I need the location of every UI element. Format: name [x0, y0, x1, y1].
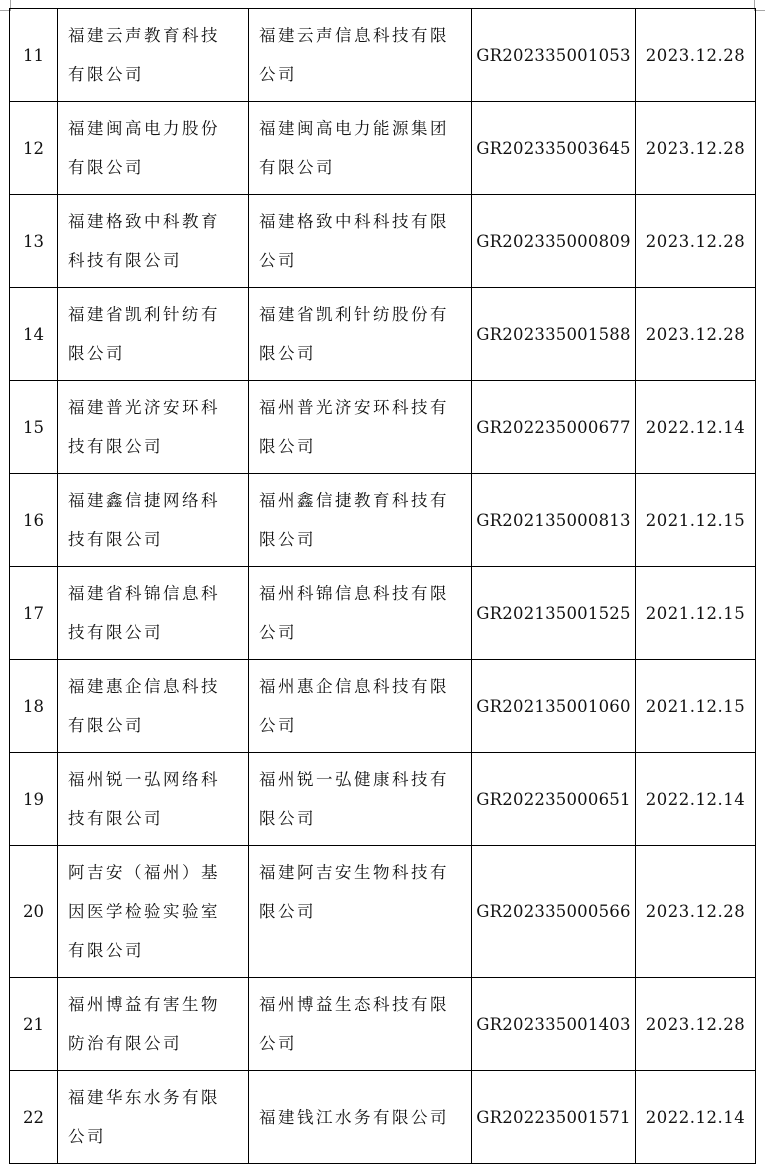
- applicant-name: 福建惠企信息科技有限公司: [58, 660, 249, 753]
- table-row: [10, 381, 756, 474]
- company-table: [9, 8, 756, 1164]
- table-row: [10, 660, 756, 753]
- holder-name: 福建省凯利针纺股份有限公司: [249, 288, 472, 381]
- row-number: 11: [10, 9, 58, 102]
- certificate-number: GR202335000809: [472, 195, 636, 288]
- issue-date: 2021.12.15: [636, 660, 756, 753]
- row-number: 21: [10, 978, 58, 1071]
- certificate-number: GR202335003645: [472, 102, 636, 195]
- table-row: [10, 846, 756, 978]
- applicant-name: 阿吉安（福州）基因医学检验实验室有限公司: [58, 846, 249, 978]
- issue-date: 2021.12.15: [636, 474, 756, 567]
- applicant-name: 福建格致中科教育科技有限公司: [58, 195, 249, 288]
- issue-date: 2023.12.28: [636, 9, 756, 102]
- certificate-number: GR202235000651: [472, 753, 636, 846]
- certificate-number: GR202335001403: [472, 978, 636, 1071]
- holder-name: 福州鑫信捷教育科技有限公司: [249, 474, 472, 567]
- holder-name: 福建云声信息科技有限公司: [249, 9, 472, 102]
- issue-date: 2023.12.28: [636, 288, 756, 381]
- row-number: 15: [10, 381, 58, 474]
- holder-name: 福州普光济安环科技有限公司: [249, 381, 472, 474]
- row-number: 12: [10, 102, 58, 195]
- table-body: [10, 9, 756, 1164]
- table-row: [10, 288, 756, 381]
- issue-date: 2021.12.15: [636, 567, 756, 660]
- holder-name: 福州科锦信息科技有限公司: [249, 567, 472, 660]
- issue-date: 2022.12.14: [636, 381, 756, 474]
- issue-date: 2022.12.14: [636, 753, 756, 846]
- holder-name: 福州惠企信息科技有限公司: [249, 660, 472, 753]
- table-row: [10, 1071, 756, 1164]
- holder-name: 福建阿吉安生物科技有限公司: [249, 846, 472, 978]
- applicant-name: 福建普光济安环科技有限公司: [58, 381, 249, 474]
- applicant-name: 福建省科锦信息科技有限公司: [58, 567, 249, 660]
- row-number: 14: [10, 288, 58, 381]
- certificate-number: GR202335000566: [472, 846, 636, 978]
- table-row: [10, 195, 756, 288]
- row-number: 16: [10, 474, 58, 567]
- table-row: [10, 753, 756, 846]
- row-number: 13: [10, 195, 58, 288]
- certificate-number: GR202135001525: [472, 567, 636, 660]
- applicant-name: 福州博益有害生物防治有限公司: [58, 978, 249, 1071]
- holder-name: 福建格致中科科技有限公司: [249, 195, 472, 288]
- applicant-name: 福建省凯利针纺有限公司: [58, 288, 249, 381]
- certificate-number: GR202235000677: [472, 381, 636, 474]
- applicant-name: 福建华东水务有限公司: [58, 1071, 249, 1164]
- certificate-number: GR202335001053: [472, 9, 636, 102]
- issue-date: 2023.12.28: [636, 195, 756, 288]
- table-row: [10, 978, 756, 1071]
- issue-date: 2023.12.28: [636, 846, 756, 978]
- issue-date: 2022.12.14: [636, 1071, 756, 1164]
- applicant-name: 福建鑫信捷网络科技有限公司: [58, 474, 249, 567]
- certificate-number: GR202235001571: [472, 1071, 636, 1164]
- certificate-number: GR202135000813: [472, 474, 636, 567]
- issue-date: 2023.12.28: [636, 102, 756, 195]
- holder-name: 福建钱江水务有限公司: [249, 1071, 472, 1164]
- holder-name: 福州博益生态科技有限公司: [249, 978, 472, 1071]
- row-number: 22: [10, 1071, 58, 1164]
- applicant-name: 福建闽高电力股份有限公司: [58, 102, 249, 195]
- applicant-name: 福州锐一弘网络科技有限公司: [58, 753, 249, 846]
- table-row: [10, 9, 756, 102]
- applicant-name: 福建云声教育科技有限公司: [58, 9, 249, 102]
- table-row: [10, 474, 756, 567]
- certificate-number: GR202135001060: [472, 660, 636, 753]
- holder-name: 福州锐一弘健康科技有限公司: [249, 753, 472, 846]
- table-row: [10, 567, 756, 660]
- row-number: 19: [10, 753, 58, 846]
- row-number: 18: [10, 660, 58, 753]
- table-row: [10, 102, 756, 195]
- certificate-number: GR202335001588: [472, 288, 636, 381]
- row-number: 20: [10, 846, 58, 978]
- holder-name: 福建闽高电力能源集团有限公司: [249, 102, 472, 195]
- row-number: 17: [10, 567, 58, 660]
- issue-date: 2023.12.28: [636, 978, 756, 1071]
